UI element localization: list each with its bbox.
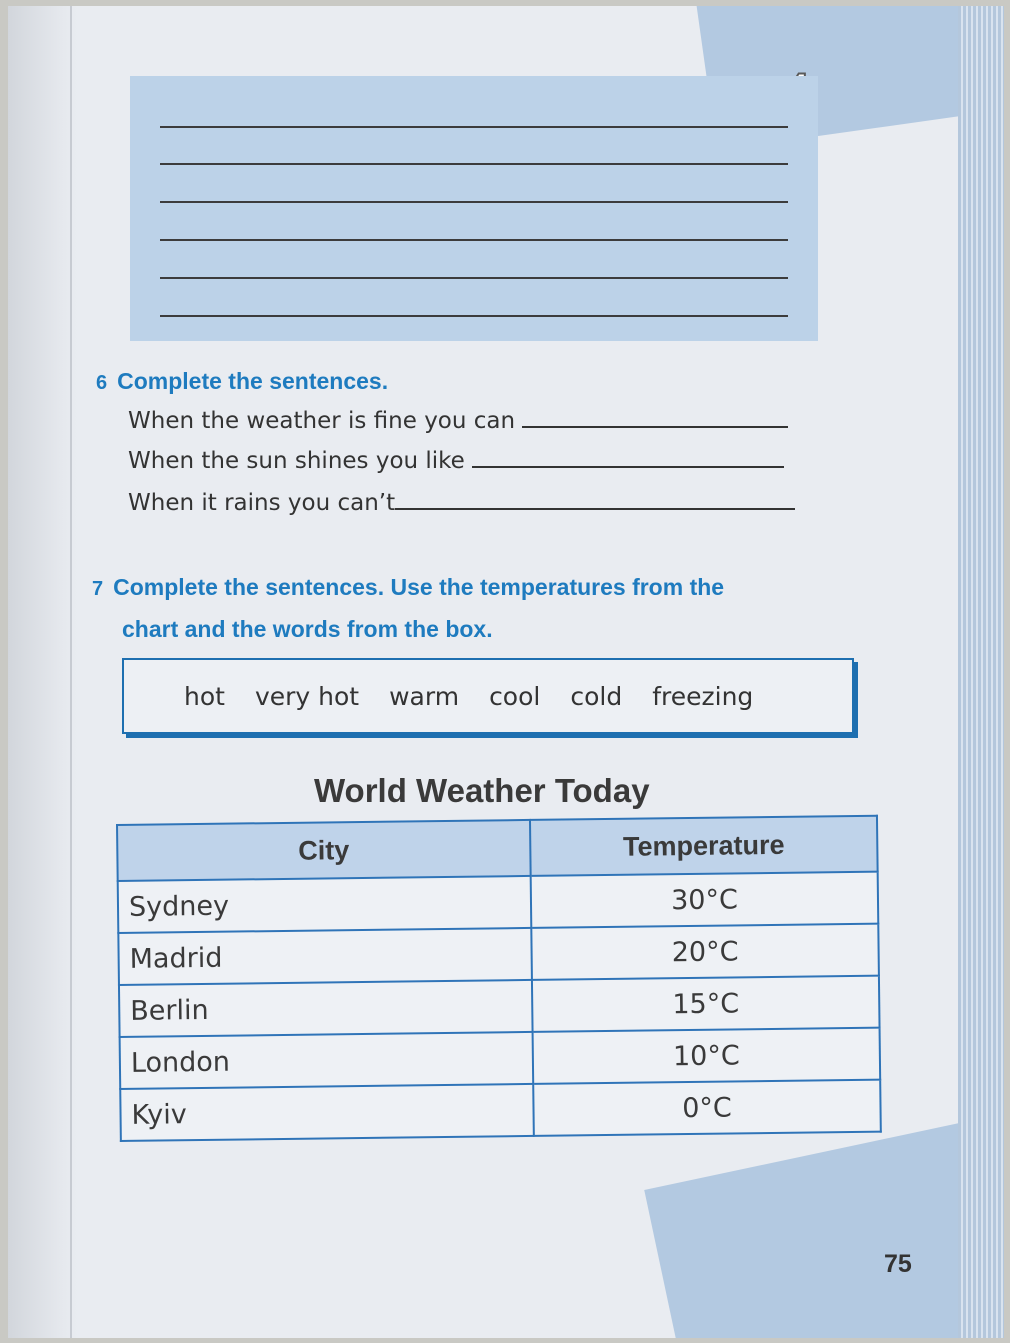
- book-spine: [8, 6, 78, 1338]
- writing-box: [130, 76, 818, 341]
- temperature-cell: 15°C: [532, 976, 880, 1032]
- exercise-7-title: [92, 574, 724, 601]
- exercise-number: 6: [96, 372, 108, 394]
- exercise-instruction-line-1: Complete the sentences. Use the temperatures from the: [113, 574, 725, 600]
- city-cell: London: [120, 1032, 534, 1089]
- exercise-7-title-line-2: [122, 616, 493, 643]
- table-row: [120, 1028, 881, 1089]
- word-cold: cold: [570, 681, 623, 711]
- sentence-text: When it rains you can’t: [128, 490, 396, 516]
- writing-line[interactable]: [160, 201, 788, 203]
- city-cell: Berlin: [119, 980, 533, 1037]
- writing-line[interactable]: [160, 239, 788, 241]
- sentence-1: [128, 408, 788, 434]
- exercise-number: 7: [92, 578, 104, 600]
- temperature-cell: 20°C: [531, 924, 879, 980]
- sentence-2: [128, 448, 784, 474]
- word-very-hot: very hot: [254, 681, 360, 711]
- exercise-instruction-line-2: chart and the words from the box.: [122, 616, 493, 642]
- city-cell: Madrid: [118, 928, 532, 985]
- decorative-corner-bottom: [644, 1111, 1004, 1338]
- table-header-row: [117, 816, 878, 881]
- word-warm: warm: [389, 681, 460, 711]
- weather-table: [116, 815, 882, 1142]
- table-row: [120, 1080, 881, 1141]
- writing-line[interactable]: [160, 315, 788, 317]
- word-cool: cool: [489, 681, 541, 711]
- sentence-text: When the sun shines you like: [128, 448, 465, 474]
- workbook-page: [8, 6, 1004, 1338]
- exercise-instruction: Complete the sentences.: [117, 368, 389, 394]
- spine-fold-line: [70, 6, 72, 1338]
- exercise-6-title: [96, 368, 388, 395]
- table-title: World Weather Today: [314, 772, 650, 809]
- word-box: [122, 658, 854, 734]
- word-freezing: freezing: [652, 681, 754, 711]
- sentence-3: [128, 490, 795, 516]
- temperature-cell: 0°C: [533, 1080, 881, 1136]
- word-hot: hot: [184, 681, 225, 711]
- temperature-cell: 30°C: [531, 872, 879, 928]
- table-row: [118, 924, 879, 985]
- writing-line[interactable]: [160, 277, 788, 279]
- column-header-city: City: [117, 820, 531, 881]
- page-edges: [958, 6, 1004, 1338]
- column-header-temperature: Temperature: [530, 816, 878, 876]
- answer-blank[interactable]: [395, 490, 795, 510]
- answer-blank[interactable]: [522, 408, 788, 428]
- city-cell: Sydney: [118, 876, 532, 933]
- page-number: 75: [884, 1250, 912, 1278]
- table-row: [119, 976, 880, 1037]
- city-cell: Kyiv: [120, 1084, 534, 1141]
- table-row: [118, 872, 879, 933]
- writing-line[interactable]: [160, 126, 788, 128]
- temperature-cell: 10°C: [533, 1028, 881, 1084]
- writing-line[interactable]: [160, 163, 788, 165]
- sentence-text: When the weather is fine you can: [128, 408, 516, 434]
- answer-blank[interactable]: [472, 448, 784, 468]
